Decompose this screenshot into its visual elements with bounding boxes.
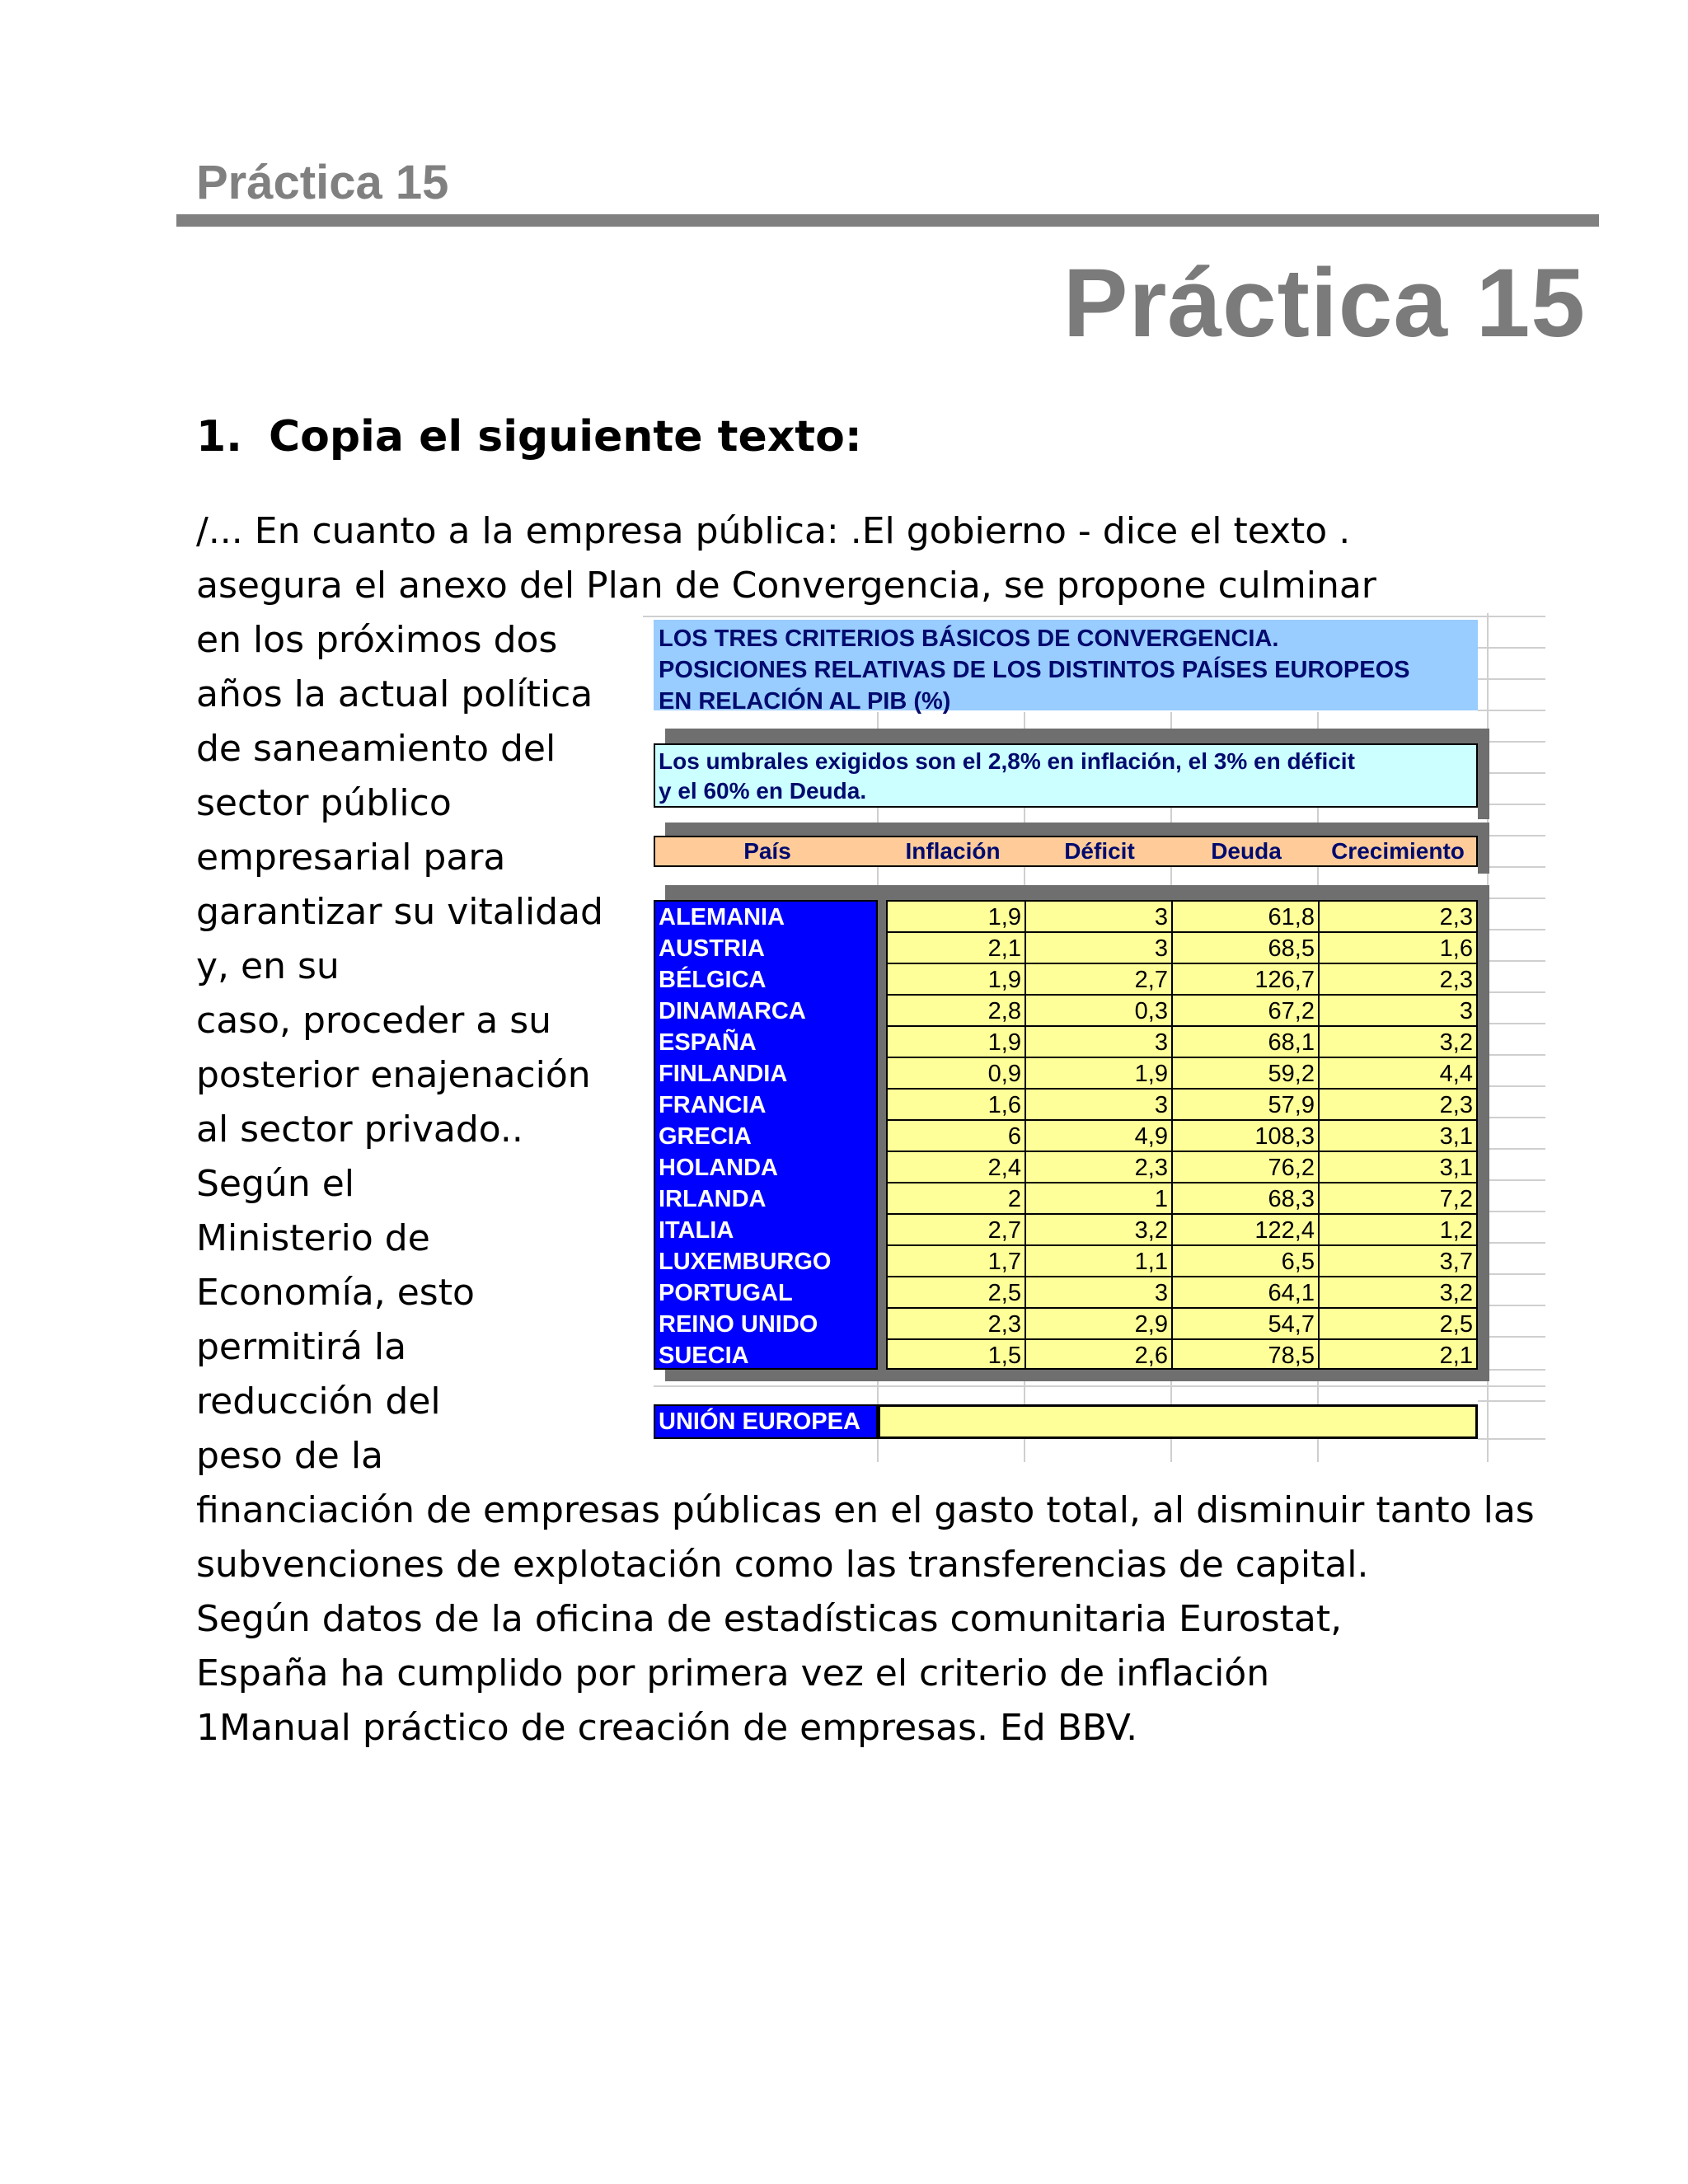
body-line: subvenciones de explotación como las transferencias de capital. <box>196 1544 1369 1586</box>
value-cell: 1,6 <box>888 1090 1026 1119</box>
country-column <box>654 900 878 1370</box>
body-line: garantizar su vitalidad <box>196 891 603 933</box>
value-cell: 122,4 <box>1173 1215 1320 1244</box>
figure-title-line: LOS TRES CRITERIOS BÁSICOS DE CONVERGENCIA. <box>659 626 1279 652</box>
table-row <box>888 1121 1476 1152</box>
body-line: permitirá la <box>196 1326 407 1368</box>
eu-total-label: UNIÓN EUROPEA <box>654 1404 878 1439</box>
value-cell: 67,2 <box>1173 996 1320 1025</box>
table-row <box>888 933 1476 964</box>
value-cell: 3 <box>1459 998 1473 1024</box>
value-cell: 1,2 <box>1439 1217 1473 1244</box>
table-row <box>888 1277 1476 1309</box>
value-cell: 1,6 <box>1439 935 1473 962</box>
value-cell: 0,9 <box>888 1058 1026 1088</box>
value-cell: 2,4 <box>888 1152 1026 1182</box>
value-cell: 2,8 <box>888 996 1026 1025</box>
country-cell: IRLANDA <box>659 1186 767 1212</box>
body-line: financiación de empresas públicas en el gasto total, al disminuir tanto las <box>196 1489 1535 1531</box>
country-cell: PORTUGAL <box>659 1280 793 1306</box>
values-block <box>886 900 1478 1370</box>
value-cell: 2,7 <box>888 1215 1026 1244</box>
value-cell: 2,3 <box>1026 1152 1173 1182</box>
table-row <box>888 1215 1476 1246</box>
value-cell: 2,5 <box>888 1277 1026 1307</box>
value-cell: 3 <box>1026 933 1173 963</box>
value-cell: 2,3 <box>1439 1092 1473 1118</box>
country-cell: REINO UNIDO <box>659 1311 818 1338</box>
section-number: 1. <box>196 412 242 462</box>
country-cell: ALEMANIA <box>659 904 785 930</box>
body-line: en los próximos dos <box>196 619 558 661</box>
table-row <box>888 1340 1476 1371</box>
table-row <box>888 1183 1476 1215</box>
body-line: /... En cuanto a la empresa pública: .El gobierno - dice el texto . <box>196 510 1351 552</box>
header-rule <box>176 214 1599 227</box>
value-cell: 2,9 <box>1026 1309 1173 1338</box>
cell-shadow <box>665 729 1489 743</box>
value-cell: 2,1 <box>1439 1343 1473 1369</box>
body-line: Economía, esto <box>196 1272 475 1314</box>
table-row <box>888 1309 1476 1340</box>
body-line: reducción del <box>196 1380 441 1422</box>
body-line: España ha cumplido por primera vez el criterio de inflación <box>196 1652 1270 1694</box>
cell-shadow <box>1478 729 1489 819</box>
value-cell: 59,2 <box>1173 1058 1320 1088</box>
value-cell: 1,9 <box>1026 1058 1173 1088</box>
value-cell: 3,7 <box>1439 1249 1473 1275</box>
figure-title-line: POSICIONES RELATIVAS DE LOS DISTINTOS PAÍSES EUROPEOS <box>659 657 1410 683</box>
value-cell: 57,9 <box>1173 1090 1320 1119</box>
body-line: sector público <box>196 782 452 824</box>
value-cell: 2,5 <box>1439 1311 1473 1338</box>
value-cell: 64,1 <box>1173 1277 1320 1307</box>
value-cell: 61,8 <box>1173 902 1320 931</box>
country-cell: SUECIA <box>659 1343 749 1369</box>
section-heading-text: Copia el siguiente texto: <box>268 412 862 462</box>
country-cell: GRECIA <box>659 1123 752 1150</box>
table-row <box>888 1152 1476 1183</box>
value-cell: 4,9 <box>1026 1121 1173 1151</box>
threshold-note-line: y el 60% en Deuda. <box>659 778 867 804</box>
value-cell: 1,5 <box>888 1340 1026 1370</box>
body-line: Según datos de la oficina de estadísticas comunitaria Eurostat, <box>196 1598 1343 1640</box>
table-row <box>888 1246 1476 1277</box>
country-cell: AUSTRIA <box>659 935 765 962</box>
cell-shadow <box>665 885 1489 900</box>
column-header-inflacion: Inflación <box>905 838 1001 864</box>
convergence-table-figure <box>643 613 1550 1462</box>
body-line: empresarial para <box>196 837 506 879</box>
column-header-pais: País <box>743 838 791 864</box>
value-cell: 3,2 <box>1439 1280 1473 1306</box>
table-row <box>888 996 1476 1027</box>
eu-total-values <box>878 1404 1478 1439</box>
cell-shadow <box>1478 885 1489 1381</box>
country-cell: DINAMARCA <box>659 998 806 1024</box>
value-cell: 1,7 <box>888 1246 1026 1276</box>
value-cell: 2,1 <box>888 933 1026 963</box>
body-line: de saneamiento del <box>196 728 556 770</box>
country-cell: HOLANDA <box>659 1155 778 1181</box>
value-cell: 1,9 <box>888 964 1026 994</box>
value-cell: 2,3 <box>888 1309 1026 1338</box>
cell-shadow <box>1478 823 1489 874</box>
value-cell: 4,4 <box>1439 1061 1473 1087</box>
value-cell: 6,5 <box>1173 1246 1320 1276</box>
country-cell: FRANCIA <box>659 1092 767 1118</box>
country-cell: ITALIA <box>659 1217 734 1244</box>
value-cell: 3,1 <box>1439 1155 1473 1181</box>
value-cell: 76,2 <box>1173 1152 1320 1182</box>
value-cell: 68,5 <box>1173 933 1320 963</box>
value-cell: 1,9 <box>888 1027 1026 1057</box>
value-cell: 0,3 <box>1026 996 1173 1025</box>
body-line: años la actual política <box>196 673 593 715</box>
body-line: posterior enajenación <box>196 1054 591 1096</box>
figure-title-box <box>654 620 1478 715</box>
value-cell: 3,1 <box>1439 1123 1473 1150</box>
footnote-line: 1Manual práctico de creación de empresas. Ed BBV. <box>196 1707 1138 1749</box>
running-header: Práctica 15 <box>196 156 449 209</box>
value-cell: 1,1 <box>1026 1246 1173 1276</box>
value-cell: 3 <box>1026 902 1173 931</box>
body-line: caso, proceder a su <box>196 1000 552 1042</box>
figure-title-line: EN RELACIÓN AL PIB (%) <box>659 688 951 715</box>
value-cell: 3 <box>1026 1277 1173 1307</box>
country-cell: FINLANDIA <box>659 1061 788 1087</box>
country-cell: LUXEMBURGO <box>659 1249 832 1275</box>
column-header-deficit: Déficit <box>1064 838 1135 864</box>
body-line: al sector privado.. <box>196 1108 523 1151</box>
value-cell: 3 <box>1026 1090 1173 1119</box>
value-cell: 108,3 <box>1173 1121 1320 1151</box>
cell-shadow <box>665 823 1489 836</box>
table-row <box>888 1090 1476 1121</box>
body-line: peso de la <box>196 1435 384 1477</box>
value-cell: 6 <box>888 1121 1026 1151</box>
value-cell: 2,6 <box>1026 1340 1173 1370</box>
column-header-crecimiento: Crecimiento <box>1331 838 1465 864</box>
value-cell: 2,7 <box>1026 964 1173 994</box>
table-row <box>888 1027 1476 1058</box>
body-line: Ministerio de <box>196 1217 430 1259</box>
table-header-row <box>654 836 1478 867</box>
value-cell: 1,9 <box>888 902 1026 931</box>
value-cell: 2,3 <box>1439 967 1473 993</box>
table-row <box>888 1058 1476 1090</box>
value-cell: 7,2 <box>1439 1186 1473 1212</box>
table-row <box>888 902 1476 933</box>
value-cell: 2,3 <box>1439 904 1473 930</box>
threshold-note-box <box>654 743 1478 808</box>
value-cell: 3,2 <box>1026 1215 1173 1244</box>
body-line: y, en su <box>196 945 340 987</box>
body-line: Según el <box>196 1163 354 1205</box>
section-heading <box>196 412 862 462</box>
value-cell: 3 <box>1026 1027 1173 1057</box>
country-cell: ESPAÑA <box>659 1029 757 1056</box>
cell-shadow <box>665 1370 1489 1381</box>
value-cell: 3,2 <box>1439 1029 1473 1056</box>
value-cell: 126,7 <box>1173 964 1320 994</box>
value-cell: 78,5 <box>1173 1340 1320 1370</box>
value-cell: 1 <box>1026 1183 1173 1213</box>
page-title: Práctica 15 <box>1062 249 1586 358</box>
body-line: asegura el anexo del Plan de Convergencia, se propone culminar <box>196 565 1376 607</box>
value-cell: 68,3 <box>1173 1183 1320 1213</box>
threshold-note-line: Los umbrales exigidos son el 2,8% en inflación, el 3% en déficit <box>659 748 1355 774</box>
country-cell: BÉLGICA <box>659 967 767 993</box>
value-cell: 68,1 <box>1173 1027 1320 1057</box>
column-header-deuda: Deuda <box>1211 838 1282 864</box>
table-row <box>888 964 1476 996</box>
value-cell: 54,7 <box>1173 1309 1320 1338</box>
value-cell: 2 <box>888 1183 1026 1213</box>
